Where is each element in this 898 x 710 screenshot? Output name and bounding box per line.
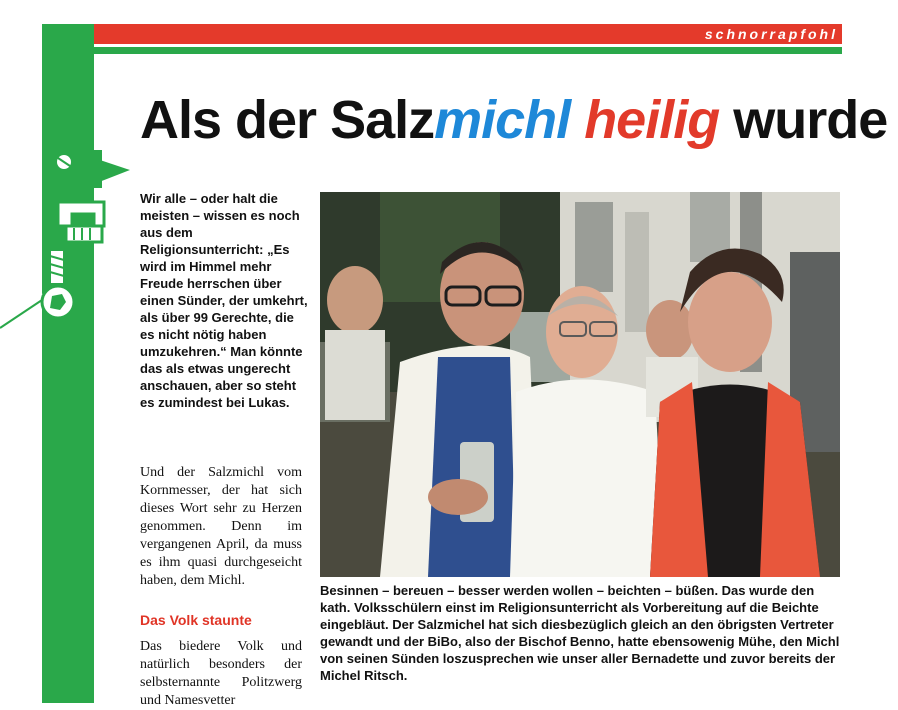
body-paragraph-1: Und der Salzmichl vom Kornmesser, der hat sich dieses Wort sehr zu Herzen genommen. Denn im vergangenen April, da muss es ihm quasi durchgeseicht haben, dem Michl. (140, 465, 302, 588)
subheading: Das Volk staunte (140, 612, 252, 628)
headline-part-4: wurde (733, 90, 888, 150)
headline-part-3: heilig (584, 90, 720, 150)
photo-illustration (320, 192, 840, 577)
article-photo (320, 192, 840, 577)
lead-paragraph: Wir alle – oder halt die meisten – wissen es noch aus dem Religionsunterricht: „Es wird im Himmel mehr Freude herrschen über einen Sünder, der umkehrt, als über 99 Gerechte, die es nicht nötig haben umzukehren.“ Man könnte das als etwas ungerecht anschauen, aber so steht es zumindest bei Lukas. (140, 191, 308, 410)
headline-part-2: michl (434, 90, 571, 150)
photo-caption: Besinnen – bereuen – besser werden wollen – beichten – büßen. Das wurde den kath. Volksschülern einst im Religionsunterricht als Vorbereitung auf die Beichte eingebläut. Der Salzmichel hat sich diesbezüglich gleich an den öbrigsten Vertreter gewandt und der BiBo, also der Bischof Benno, hatte ebensowenig Mühe, den Michl von seinen Sünden loszusprechen wie unser aller Bernadette und zuvor bereits der Michel Ritsch. (320, 583, 840, 683)
headline-part-1: Als der Salz (140, 90, 435, 150)
left-green-bar (42, 24, 94, 703)
section-label: schnorrapfohl (704, 26, 838, 42)
body-paragraph-2: Das biedere Volk und natürlich besonders der selbsternannte Politzwerg und Namesvetter (140, 639, 302, 708)
header-green-stripe (94, 46, 842, 54)
article-headline (140, 88, 888, 152)
wrench-clamp-icon (0, 150, 135, 350)
header-stripe-divider (94, 44, 842, 47)
